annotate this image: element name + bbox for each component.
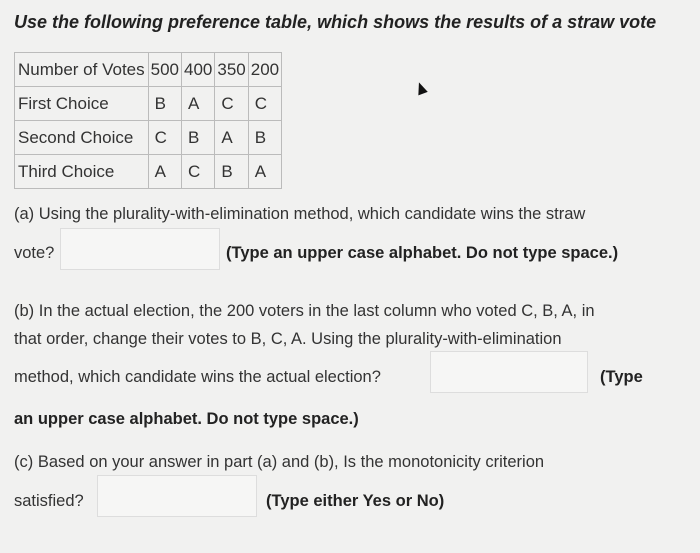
part-b-hint-text-2: an upper case alphabet. Do not type space.) [14, 410, 359, 428]
part-c-text-1: (c) Based on your answer in part (a) and (b), Is the monotonicity criterion [14, 453, 545, 471]
cell: C [182, 155, 215, 189]
cell: A [182, 87, 215, 121]
part-b-answer-input[interactable] [430, 351, 588, 393]
part-b-text-2: that order, change their votes to B, C, A. Using the plurality-with-elimination [14, 330, 562, 348]
question-title: Use the following preference table, which shows the results of a straw vote [14, 12, 657, 32]
part-a-text-2: vote? [14, 244, 55, 262]
part-c-text-2: satisfied? [14, 492, 84, 510]
cell: B [215, 155, 248, 189]
part-c-hint [266, 492, 444, 511]
cell: C [148, 121, 181, 155]
part-a-answer-input[interactable] [60, 228, 220, 270]
header-cell: Number of Votes [15, 53, 149, 87]
table-row [15, 155, 282, 189]
row-label: Third Choice [15, 155, 149, 189]
header-cell: 500 [148, 53, 181, 87]
header-cell: 350 [215, 53, 248, 87]
preference-table [14, 52, 282, 189]
part-b-hint-1 [600, 368, 643, 387]
part-a-hint [226, 244, 618, 263]
mouse-cursor-icon [414, 81, 428, 96]
header-cell: 200 [248, 53, 281, 87]
cell: A [148, 155, 181, 189]
part-b-hint-text-1: (Type [600, 368, 643, 386]
table-header-row [15, 53, 282, 87]
row-label: Second Choice [15, 121, 149, 155]
part-b-hint-2 [14, 410, 359, 429]
header-cell: 400 [182, 53, 215, 87]
cell: B [148, 87, 181, 121]
part-b-text-3: method, which candidate wins the actual election? [14, 368, 381, 386]
cell: C [248, 87, 281, 121]
part-a-text-1: (a) Using the plurality-with-elimination method, which candidate wins the straw [14, 205, 586, 223]
part-a-hint-text: (Type an upper case alphabet. Do not type space.) [226, 244, 619, 262]
part-b-text-1: (b) In the actual election, the 200 voters in the last column who voted C, B, A, in [14, 302, 595, 320]
row-label: First Choice [15, 87, 149, 121]
cell: A [215, 121, 248, 155]
table-row [15, 121, 282, 155]
cell: A [248, 155, 281, 189]
cell: B [182, 121, 215, 155]
part-c-answer-input[interactable] [97, 475, 257, 517]
cell: C [215, 87, 248, 121]
cell: B [248, 121, 281, 155]
table-row [15, 87, 282, 121]
part-c-hint-text: (Type either Yes or No) [266, 492, 445, 510]
